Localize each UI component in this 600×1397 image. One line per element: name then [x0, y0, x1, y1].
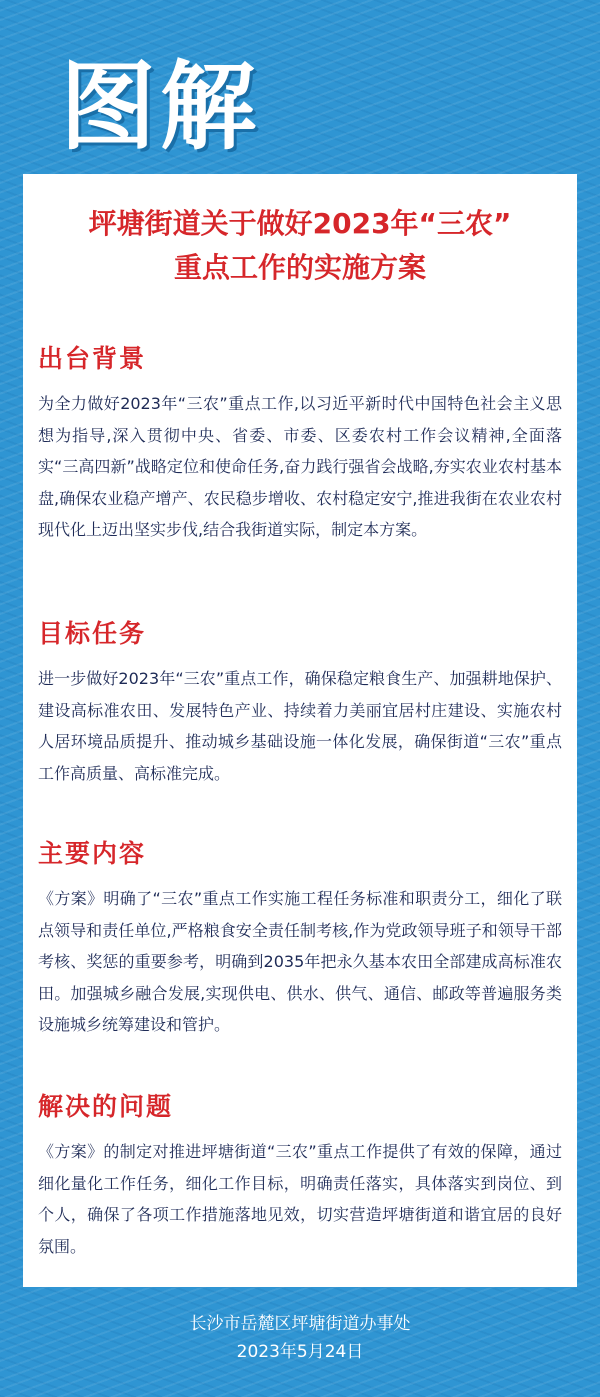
document-title-line-1: 坪塘街道关于做好2023年“三农” — [88, 207, 512, 240]
section-body: 为全力做好2023年“三农”重点工作,以习近平新时代中国特色社会主义思想为指导,深入贯彻中央、省委、市委、区委农村工作会议精神,全面落实“三高四新”战略定位和使命任务,奋力践行强省会战略,夯实农业农村基本盘,确保农业稳产增产、农民稳步增收、农村稳定安宁,推进我街在农业农村现代化上迈出坚实步伐,结合我街道实际，制定本方案。 — [38, 394, 562, 539]
section-heading: 主要内容 — [38, 839, 147, 868]
document-title — [23, 202, 577, 290]
content-card — [23, 174, 577, 1287]
section-goals — [38, 617, 562, 789]
section-body: 《方案》的制定对推进坪塘街道“三农”重点工作提供了有效的保障，通过细化量化工作任务，细化工作目标，明确责任落实，具体落实到岗位、到个人，确保了各项工作措施落地见效，切实营造坪塘街道和谐宜居的良好氛围。 — [38, 1142, 562, 1256]
section-background — [38, 342, 562, 546]
footer-date: 2023年5月24日 — [236, 1342, 364, 1362]
section-heading: 出台背景 — [38, 344, 147, 373]
section-main-content — [38, 837, 562, 1041]
banner-title: 图解 — [60, 51, 260, 163]
section-heading: 解决的问题 — [38, 1092, 174, 1121]
footer — [0, 1310, 600, 1366]
section-heading: 目标任务 — [38, 619, 147, 648]
footer-organization: 长沙市岳麓区坪塘街道办事处 — [189, 1314, 411, 1334]
document-title-line-2: 重点工作的实施方案 — [173, 251, 426, 284]
section-problems-solved — [38, 1090, 562, 1262]
section-body: 进一步做好2023年“三农”重点工作，确保稳定粮食生产、加强耕地保护、建设高标准农田、发展特色产业、持续着力美丽宜居村庄建设、实施农村人居环境品质提升、推动城乡基础设施一体化发展，确保街道“三农”重点工作高质量、高标准完成。 — [38, 669, 562, 783]
section-body: 《方案》明确了“三农”重点工作实施工程任务标准和职责分工，细化了联点领导和责任单位,严格粮食安全责任制考核,作为党政领导班子和领导干部考核、奖惩的重要参考，明确到2035年把永久基本农田全部建成高标准农田。加强城乡融合发展,实现供电、供水、供气、通信、邮政等普遍服务类设施城乡统筹建设和管护。 — [38, 889, 562, 1034]
